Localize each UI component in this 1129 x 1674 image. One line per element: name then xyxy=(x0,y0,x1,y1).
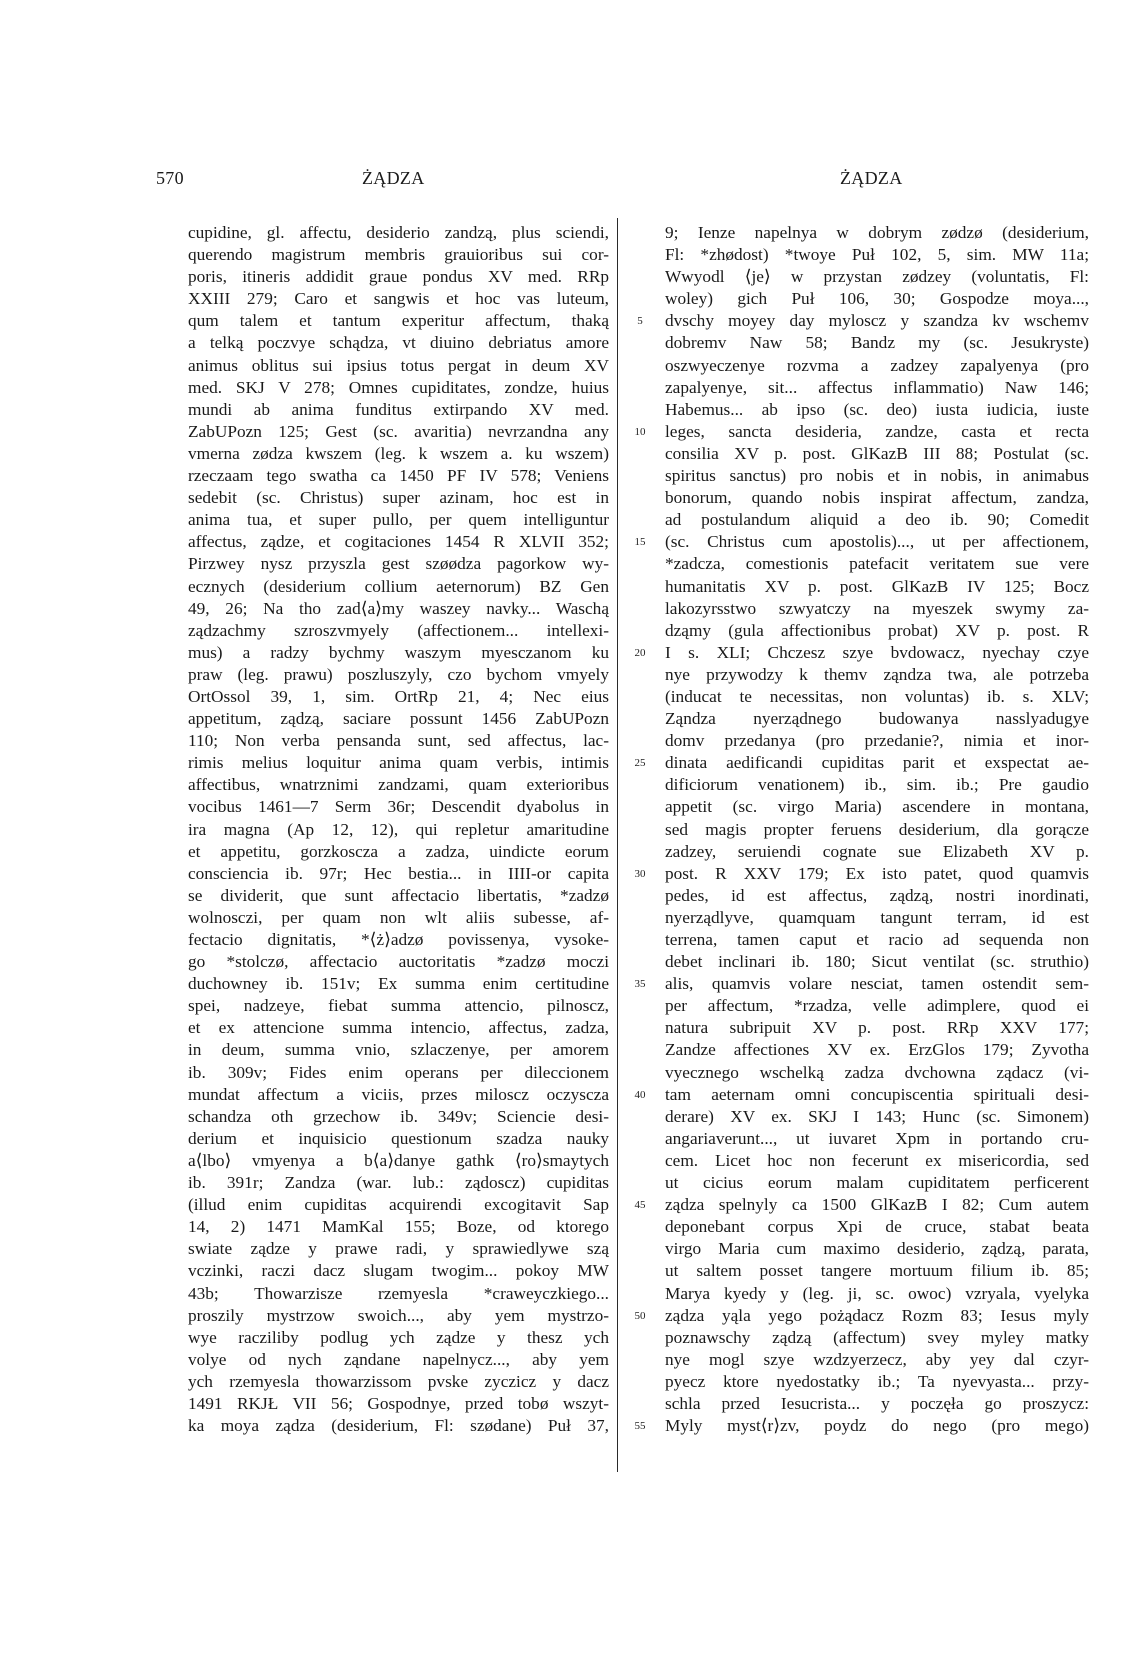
right-column-line: tam aeternam omni concupiscentia spirituali desi- xyxy=(665,1084,1089,1104)
right-column-line: nye przywodzy k themv ząndza twa, ale potrzeba xyxy=(665,664,1089,684)
right-column-line: natura subripuit XV p. post. RRp XXV 177; xyxy=(665,1018,1089,1038)
left-column-line: wolnosczi, per quam non wlt aliis subesse, af- xyxy=(188,907,609,927)
left-column-line: 43b; Thowarzisze rzemyesla *craweyczkiego... xyxy=(188,1283,609,1303)
right-column-line: I s. XLI; Chczesz szye bvdowacz, nyechay czye xyxy=(665,642,1089,662)
right-column-line: zadzey, seruiendi cognate sue Elizabeth XV p. xyxy=(665,841,1089,861)
left-column-line: duchowney ib. 151v; Ex summa enim certitudine xyxy=(188,974,609,994)
left-column-line: in deum, summa vnio, szlaczenye, per amorem xyxy=(188,1040,609,1060)
left-column-line: querendo magistrum membris grauioribus sui cor- xyxy=(188,245,609,265)
left-column-line: ządzachmy szroszvmyely (affectionem... intellexi- xyxy=(188,620,609,640)
line-number: 50 xyxy=(634,1309,646,1322)
left-column-line: vmerna zødza kwszem (leg. k wszem a. ku wszem) xyxy=(188,443,609,463)
right-column-line: oszwyeczenye rozvma a zadzey zapalyenya (pro xyxy=(665,355,1089,375)
line-number: 20 xyxy=(634,646,646,659)
right-column-line: zapalyenye, sit... affectus inflammatio) Naw 146; xyxy=(665,377,1089,397)
left-column-line: affectibus, wnatrznimi zandzami, quam exterioribus xyxy=(188,775,609,795)
right-column-line: post. R XXV 179; Ex isto patet, quod quamvis xyxy=(665,863,1089,883)
left-column-line: et ex attencione summa intencio, affectus, zadza, xyxy=(188,1018,609,1038)
right-column-line: nye mogl szye wzdzyerzecz, aby yey dal czyr- xyxy=(665,1349,1089,1369)
right-column-line: Myly myst⟨r⟩zv, poydz do nego (pro mego) xyxy=(665,1416,1089,1436)
left-column-line: volye od nych ząndane napelnycz..., aby yem xyxy=(188,1349,609,1369)
left-column-line: sedebit (sc. Christus) super azinam, hoc est in xyxy=(188,488,609,508)
right-column-line: schla przed Iesucrista... y poczęła go proszycz: xyxy=(665,1393,1089,1413)
left-column-line: se dividerit, que sunt affectacio libertatis, *zadzø xyxy=(188,885,609,905)
column-divider xyxy=(617,218,618,1472)
right-column-line: dząmy (gula affectionibus probat) XV p. post. R xyxy=(665,620,1089,640)
left-column-line: med. SKJ V 278; Omnes cupiditates, zondze, huius xyxy=(188,377,609,397)
left-column-line: 14, 2) 1471 MamKal 155; Boze, od ktorego xyxy=(188,1217,609,1237)
line-number: 15 xyxy=(634,536,646,549)
right-column-line: poznawschy ządzą (affectum) svey myley matky xyxy=(665,1327,1089,1347)
right-column-line: (inducat te necessitas, non voluntas) ib. s. XLV; xyxy=(665,686,1089,706)
right-column-line: woley) gich Puł 106, 30; Gospodze moya..., xyxy=(665,289,1089,309)
left-column-line: vczinki, raczi dacz slugam twogim... pokoy MW xyxy=(188,1261,609,1281)
left-column-line: affectus, ządze, et cogitaciones 1454 R XLVII 352; xyxy=(188,532,609,552)
left-column-line: praw (leg. prawu) poszluszyly, czo bychom vmyely xyxy=(188,664,609,684)
right-column-line: per affectum, *rzadza, velle adimplere, quod ei xyxy=(665,996,1089,1016)
left-column-line: wye racziliby podlug ych ządze y thesz ych xyxy=(188,1327,609,1347)
left-column-line: fectacio dignitatis, *⟨ż⟩adzø povissenya, vysoke- xyxy=(188,930,609,949)
line-number: 55 xyxy=(634,1420,646,1433)
left-column-line: ib. 309v; Fides enim operans per dileccionem xyxy=(188,1062,609,1082)
right-column-line: Ząndza nyerządnego budowanya nasslyadugye xyxy=(665,709,1089,729)
line-number: 5 xyxy=(637,315,643,328)
left-column-line: swiate ządze y prawe radi, y sprawiedlywe szą xyxy=(188,1239,609,1259)
right-column-line: Wwyodl ⟨je⟩ w przystan zødzey (voluntatis, Fl: xyxy=(665,267,1089,287)
left-column-line: derium et inquisicio questionum szadza nauky xyxy=(188,1128,609,1148)
right-column-line: ządza yąla yego pożądacz Rozm 83; Iesus myly xyxy=(665,1305,1089,1325)
left-column-line: cupidine, gl. affectu, desiderio zandzą, plus sciendi, xyxy=(188,223,609,242)
left-column-line: ira magna (Ap 12, 12), qui repletur amaritudine xyxy=(188,819,609,839)
right-column-line: terrena, tamen caput et racio ad sequenda non xyxy=(665,930,1089,949)
left-column-line: (illud enim cupiditas acquirendi excogitavit Sap xyxy=(188,1195,609,1215)
left-column-line: ZabUPozn 125; Gest (sc. avaritia) nevrzandna any xyxy=(188,421,609,441)
left-column-line: schandza oth grzechow ib. 349v; Sciencie desi- xyxy=(188,1106,609,1126)
left-column-line: anima tua, et super pullo, per quem intelliguntur xyxy=(188,510,609,530)
right-column-line: *zadcza, comestionis patefacit veritatem sue vere xyxy=(665,554,1089,574)
right-column-line: ut saltem posset tangere mortuum filium ib. 85; xyxy=(665,1261,1089,1281)
left-column-line: appetitum, ządzą, saciare possunt 1456 ZabUPozn xyxy=(188,709,609,729)
right-column-line: angariaverunt..., ut iuvaret Xpm in portando cru- xyxy=(665,1128,1089,1148)
line-number: 45 xyxy=(634,1199,646,1212)
left-column-line: consciencia ib. 97r; Hec bestia... in IIII-or capita xyxy=(188,863,609,883)
right-column-line: alis, quamvis volare nesciat, tamen ostendit sem- xyxy=(665,974,1089,994)
left-column-line: XXIII 279; Caro et sangwis et hoc vas luteum, xyxy=(188,289,609,309)
right-column-line: spiritus sanctus) pro nobis et in nobis, in animabus xyxy=(665,466,1089,486)
right-column-line: leges, sancta desideria, zandze, casta et recta xyxy=(665,421,1089,441)
left-column-line: et appetitu, gorzkoscza a zadza, uindicte eorum xyxy=(188,841,609,861)
line-number: 35 xyxy=(634,978,646,991)
left-column-line: rimis melius loquitur anima quam verbis, intimis xyxy=(188,753,609,773)
left-column-line: 110; Non verba pensanda sunt, sed affectus, lac- xyxy=(188,731,609,751)
right-column-line: dinata aedificandi cupiditas parit et exspectat ae- xyxy=(665,753,1089,773)
right-column-line: derare) XV ex. SKJ I 143; Hunc (sc. Simonem) xyxy=(665,1106,1089,1126)
right-column-line: debet inclinari ib. 180; Sicut ventilat (sc. struthio) xyxy=(665,952,1089,972)
right-column-line: appetit (sc. virgo Maria) ascendere in montana, xyxy=(665,797,1089,817)
right-column-line: Marya kyedy y (leg. ji, sc. owoc) vzryala, vyelyka xyxy=(665,1283,1089,1303)
right-column-line: Fl: *zhødost) *twoye Puł 102, 5, sim. MW 11a; xyxy=(665,245,1089,265)
left-column-line: ych rzemyesla thowarzissom pvske zyczicz y dacz xyxy=(188,1371,609,1391)
left-column xyxy=(188,222,609,1437)
left-column-line: ib. 391r; Zandza (war. lub.: ządoscz) cupiditas xyxy=(188,1173,609,1193)
right-column-line: ad postulandum aliquid a deo ib. 90; Comedit xyxy=(665,510,1089,530)
left-column-line: ka moya ządza (desiderium, Fl: szødane) Puł 37, xyxy=(188,1416,609,1436)
right-column-line: deponebant corpus Xpi de cruce, stabat beata xyxy=(665,1217,1089,1237)
right-column-line: ut cicius eorum malam cupiditatem perficerent xyxy=(665,1173,1089,1193)
line-number: 10 xyxy=(634,425,646,438)
right-column-line: consilia XV p. post. GlKazB III 88; Postulat (sc. xyxy=(665,443,1089,463)
left-column-line: rzeczaam tego swatha ca 1450 PF IV 578; Veniens xyxy=(188,466,609,486)
right-column-line: virgo Maria cum maximo desiderio, ządzą, parata, xyxy=(665,1239,1089,1259)
left-column-line: ecznych (desiderium collium aeternorum) BZ Gen xyxy=(188,576,609,596)
running-headword-left: ŻĄDZA xyxy=(362,168,425,188)
left-column-line: proszily mystrzow swoich..., aby yem mystrzo- xyxy=(188,1305,609,1325)
right-column-line: Habemus... ab ipso (sc. deo) iusta iudicia, iuste xyxy=(665,399,1089,419)
right-column-line: ządza spelnyly ca 1500 GlKazB I 82; Cum autem xyxy=(665,1195,1089,1215)
left-column-line: mundi ab anima funditus extirpando XV med. xyxy=(188,399,609,419)
right-column-line: bonorum, quando nobis inspirat affectum, zandza, xyxy=(665,488,1089,508)
right-column-line: lakozyrsstwo szwyatczy na myeszek swymy za- xyxy=(665,598,1089,618)
right-column-line: dobremv Naw 58; Bandz my (sc. Jesukryste) xyxy=(665,333,1089,353)
line-number: 30 xyxy=(634,867,646,880)
page-number: 570 xyxy=(156,168,184,188)
left-column-line: 49, 26; Na tho zad⟨a⟩my waszey navky... Waschą xyxy=(188,598,609,618)
right-column-line: cem. Licet hoc non fecerunt ex misericordia, sed xyxy=(665,1150,1089,1170)
right-column-line: (sc. Christus cum apostolis)..., ut per affectionem, xyxy=(665,532,1089,552)
right-column-line: humanitatis XV p. post. GlKazB IV 125; Bocz xyxy=(665,576,1089,596)
left-column-line: mus) a radzy bychmy waszym myesczanom ku xyxy=(188,642,609,662)
right-column-line: sed magis propter feruens desiderium, dla gorącze xyxy=(665,819,1089,839)
right-column-line: 9; Ienze napelnya w dobrym zødzø (desiderium, xyxy=(665,223,1089,242)
left-column-line: a⟨lbo⟩ vmyenya a b⟨a⟩danye gathk ⟨ro⟩smaytych xyxy=(188,1150,609,1170)
right-column-line: dvschy moyey day myloscz y szandza kv wschemv xyxy=(665,311,1089,331)
right-column-line: pedes, id est affectus, ządzą, nostri inordinati, xyxy=(665,885,1089,905)
left-column-line: animus oblitus sui ipsius totus pergat in deum XV xyxy=(188,355,609,375)
line-number: 25 xyxy=(634,757,646,770)
right-column-line: vyecznego wschelką zadza dvchowna ządacz (vi- xyxy=(665,1062,1089,1082)
right-column-line: Zandze affectiones XV ex. ErzGlos 179; Zyvotha xyxy=(665,1040,1089,1060)
line-number: 40 xyxy=(634,1088,646,1101)
right-column-line: nyerządlyve, quamquam tangunt terram, id est xyxy=(665,907,1089,927)
left-column-line: poris, itineris addidit graue pondus XV med. RRp xyxy=(188,267,609,287)
left-column-line: OrtOssol 39, 1, sim. OrtRp 21, 4; Nec eius xyxy=(188,686,609,706)
left-column-line: spei, nadzeye, fiebat summa attencio, pilnoscz, xyxy=(188,996,609,1016)
right-column-line: pyecz ktore nyedostatky ib.; Ta nyevyasta... przy- xyxy=(665,1371,1089,1391)
running-headword-right: ŻĄDZA xyxy=(840,168,903,188)
left-column-line: 1491 RKJŁ VII 56; Gospodnye, przed tobø wszyt- xyxy=(188,1393,609,1413)
left-column-line: qum talem et tantum experitur affectum, thaką xyxy=(188,311,609,331)
left-column-line: a telką poczvye schądza, vt diuino debriatus amore xyxy=(188,333,609,353)
left-column-line: go *stolczø, affectacio auctoritatis *zadzø moczi xyxy=(188,952,609,972)
right-column xyxy=(665,222,1089,1437)
left-column-line: Pirzwey nysz przyszla gest szøødza pagorkow wy- xyxy=(188,554,609,574)
left-column-line: vocibus 1461—7 Serm 36r; Descendit dyabolus in xyxy=(188,797,609,817)
right-column-line: dificiorum venationem) ib., sim. ib.; Pre gaudio xyxy=(665,775,1089,795)
left-column-line: mundat affectum a viciis, przes milosсz oczyscza xyxy=(188,1084,609,1104)
right-column-line: domv przedanya (pro przedanie?, nimia et inor- xyxy=(665,731,1089,751)
